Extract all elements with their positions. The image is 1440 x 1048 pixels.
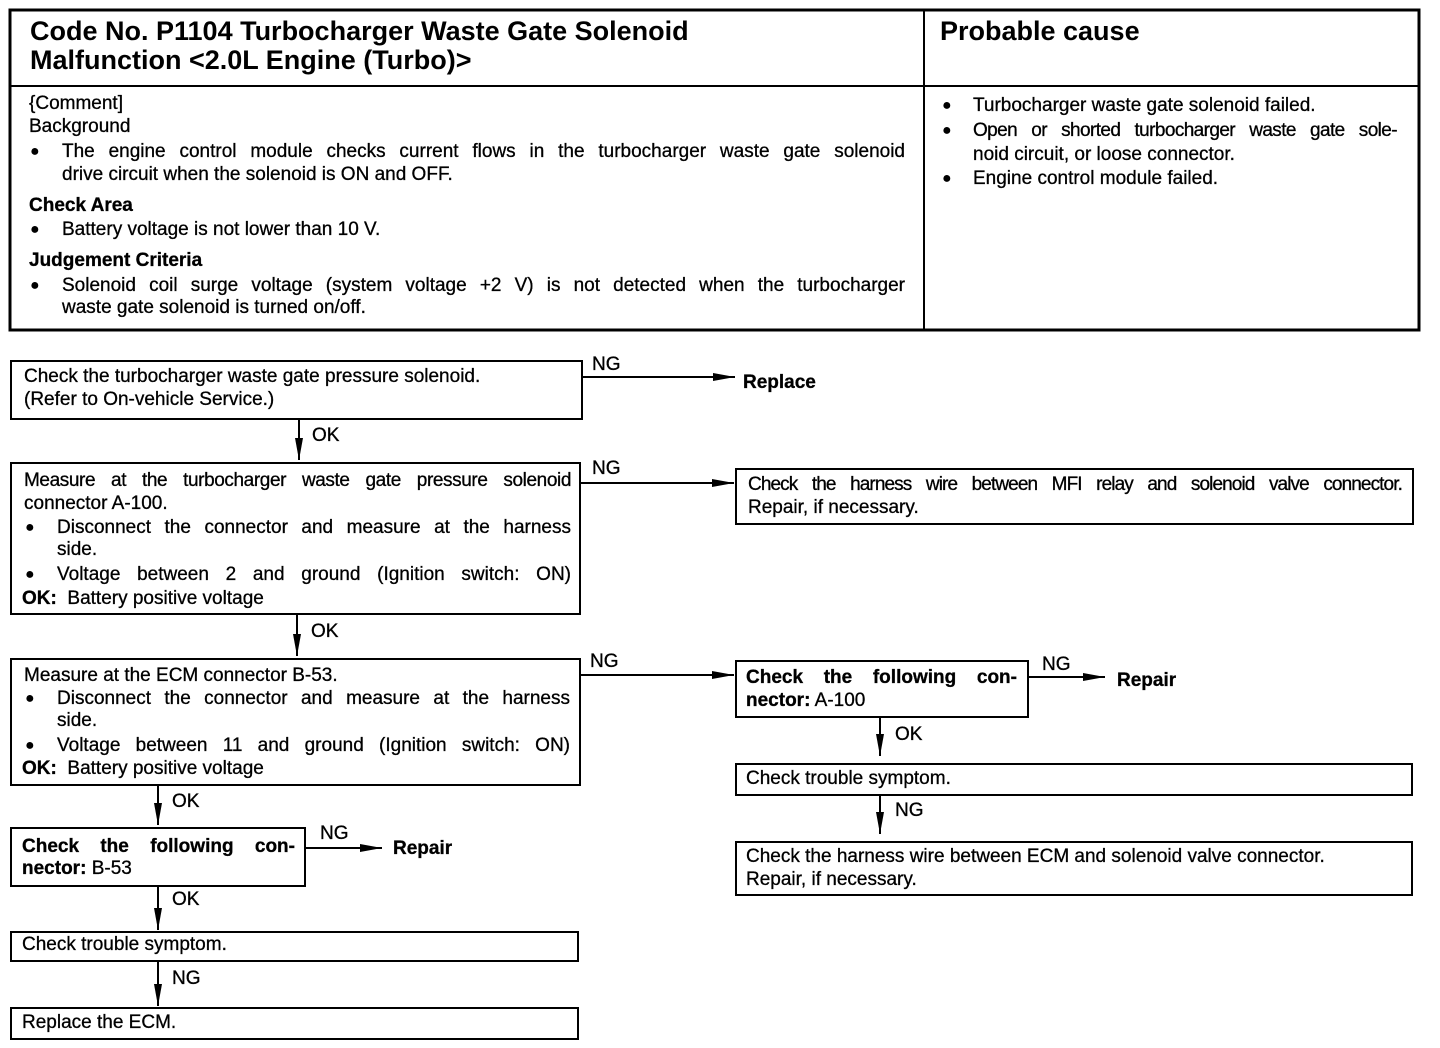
bullet-icon: ● (25, 690, 35, 707)
box4-bold: nector: (22, 858, 87, 879)
background-heading: Background (29, 116, 131, 137)
ng-label: NG (895, 800, 924, 821)
judgement-heading: Judgement Criteria (29, 250, 203, 271)
box1-line1: Check the turbocharger waste gate pressure solenoid. (24, 366, 481, 387)
ng-label: NG (1042, 654, 1071, 675)
judgement-line-2: waste gate solenoid is turned on/off. (62, 297, 366, 318)
box3-ng-result: Repair (1117, 670, 1177, 691)
ok-prefix: OK: (22, 588, 57, 609)
box2-line5: Voltage between 2 and ground (Ignition switch: ON) (57, 564, 571, 585)
box3-line1: Measure at the ECM connector B-53. (24, 665, 338, 686)
ng-label: NG (592, 354, 621, 375)
bullet-icon: ● (30, 221, 40, 238)
box4-connector: B-53 (91, 858, 132, 879)
box3-ng-line1: Check the following con- (746, 667, 1017, 688)
box3-line3: side. (57, 710, 98, 731)
judgement-line-1: Solenoid coil surge voltage (system voltage +2 V) is not detected when the turbocharger (62, 275, 905, 296)
box2-ok-value: Battery positive voltage (67, 588, 264, 609)
box3-ng-connector: A-100 (814, 690, 866, 711)
box3-ng-bold: nector: (746, 690, 811, 711)
cause-2-line2: noid circuit, or loose connector. (973, 144, 1235, 165)
box3-ng-symptom: Check trouble symptom. (746, 768, 951, 789)
ng-label: NG (592, 458, 621, 479)
box2-ng-line2: Repair, if necessary. (748, 497, 919, 518)
check-area-line: Battery voltage is not lower than 10 V. (62, 219, 381, 240)
box4-line1: Check the following con- (22, 836, 295, 857)
ok-label: OK (172, 889, 200, 910)
ok-label: OK (312, 425, 340, 446)
box3-final-line2: Repair, if necessary. (746, 869, 917, 890)
ng-label: NG (590, 651, 619, 672)
box1-ng-result: Replace (743, 372, 816, 393)
cause-3: Engine control module failed. (973, 168, 1219, 189)
box2-line1: Measure at the turbocharger waste gate pressure solenoid (24, 470, 571, 491)
bullet-icon: ● (25, 566, 35, 583)
box2-ng-line1: Check the harness wire between MFI relay and solenoid valve connector. (748, 474, 1402, 495)
code-title-line1: Code No. P1104 Turbocharger Waste Gate Solenoid (30, 16, 689, 46)
code-title-line2: Malfunction <2.0L Engine (Turbo)> (30, 45, 472, 75)
bullet-icon: ● (30, 143, 40, 160)
box2-line3: Disconnect the connector and measure at the harness (57, 517, 571, 538)
ok-label: OK (895, 724, 923, 745)
cause-1: Turbocharger waste gate solenoid failed. (973, 95, 1316, 116)
ok-label: OK (311, 621, 339, 642)
background-line-2: drive circuit when the solenoid is ON and OFF. (62, 164, 453, 185)
box2-line4: side. (57, 539, 98, 560)
box1-line2: (Refer to On-vehicle Service.) (24, 389, 275, 410)
ok-prefix: OK: (22, 758, 57, 779)
cause-2-line1: Open or shorted turbocharger waste gate sole- (973, 120, 1397, 141)
ng-label: NG (172, 968, 201, 989)
box5-text: Check trouble symptom. (22, 934, 227, 955)
bullet-icon: ● (942, 97, 952, 114)
box6-text: Replace the ECM. (22, 1012, 177, 1033)
comment-label: {Comment] (29, 93, 123, 114)
ng-label: NG (320, 823, 349, 844)
box3-line2: Disconnect the connector and measure at the harness (57, 688, 570, 709)
background-line-1: The engine control module checks current flows in the turbocharger waste gate solenoid (62, 141, 905, 162)
ok-label: OK (172, 791, 200, 812)
bullet-icon: ● (30, 277, 40, 294)
box3-final-line1: Check the harness wire between ECM and solenoid valve connector. (746, 846, 1325, 867)
bullet-icon: ● (25, 519, 35, 536)
box4-ng-result: Repair (393, 838, 453, 859)
check-area-heading: Check Area (29, 195, 133, 216)
box2-line2: connector A-100. (24, 493, 168, 514)
bullet-icon: ● (942, 122, 952, 139)
box3-line4: Voltage between 11 and ground (Ignition switch: ON) (57, 735, 570, 756)
bullet-icon: ● (25, 737, 35, 754)
probable-cause-title: Probable cause (940, 16, 1140, 46)
bullet-icon: ● (942, 170, 952, 187)
box3-ok-value: Battery positive voltage (67, 758, 264, 779)
